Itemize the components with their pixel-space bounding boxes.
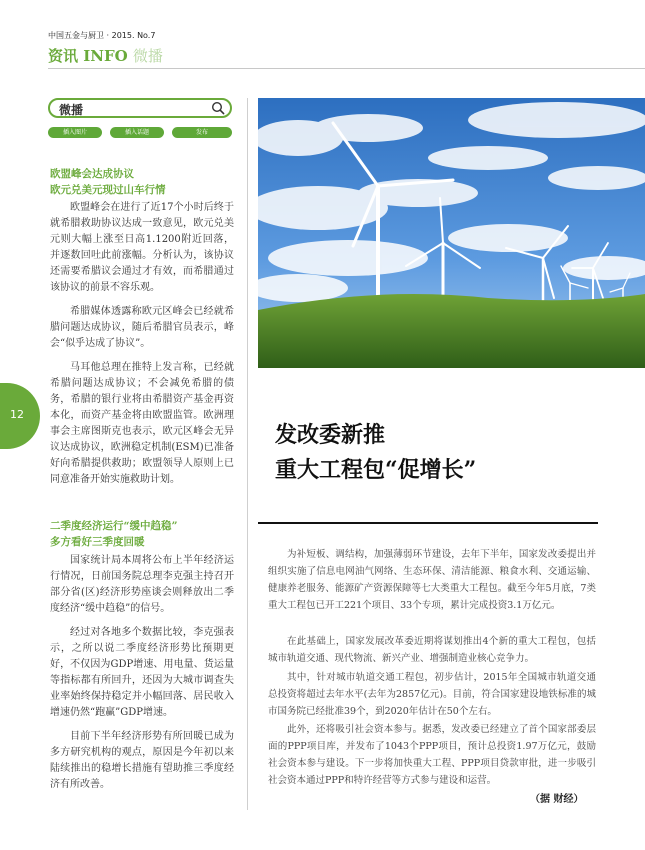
search-box[interactable] (48, 98, 232, 118)
article-1-paragraph: 希腊媒体透露称欧元区峰会已经就希腊问题达成协议，随后希腊官员表示，峰会“似乎达成了协议”。 (50, 306, 234, 349)
wind-turbine-photo (258, 98, 645, 368)
section-sub-label: 微播 (132, 47, 163, 65)
publication-info: 中国五金与厨卫 · 2015. No.7 (48, 31, 156, 40)
article-2-title-line: 二季度经济运行“缓中趋稳” (50, 520, 178, 532)
article-2-paragraph: 经过对各地多个数据比较，李克强表示，之所以说二季度经济形势比预期更好，不仅因为GDP增速、用电量、货运量等指标都有所回升，还因为大城市调查失业率始终保持稳定并小幅回落、居民收入增速仍然“跑赢”GDP增速。 (50, 627, 234, 718)
article-2-paragraph: 国家统计局本周将公布上半年经济运行情况，日前国务院总理李克强主持召开部分省(区)经济形势座谈会则释放出二季度经济“缓中趋稳”的信号。 (50, 555, 234, 614)
column-divider (247, 98, 248, 810)
main-paragraph: 为补短板、调结构，加强薄弱环节建设，去年下半年，国家发改委提出并组织实施了信息电网油气网络、生态环保、清洁能源、粮食水利、交通运输、健康养老服务、能源矿产资源保障等七大类重大工程包。截至今年5月底，7类重大工程包已开工221个项目、33个专项，累计完成投资3.1万亿元。 (268, 549, 596, 611)
main-paragraph: 此外，还将吸引社会资本参与。据悉，发改委已经建立了首个国家部委层面的PPP项目库，并发布了1043个PPP项目，预计总投资1.97万亿元，鼓励社会资本参与建设。下一步将加快重大工程、PPP项目贷款审批，进一步吸引社会资本通过PPP和特许经营等方式参与建设和运营。 (268, 724, 596, 786)
article-1-title-line: 欧元兑美元现过山车行情 (50, 184, 166, 196)
article-1-title-line: 欧盟峰会达成协议 (50, 168, 134, 180)
article-source: （据 财经） (530, 794, 584, 805)
main-paragraph: 在此基础上，国家发展改革委近期将谋划推出4个新的重大工程包，包括城市轨道交通、现代物流、新兴产业、增强制造业核心竞争力。 (268, 636, 596, 664)
section-main-label: 资讯 INFO (48, 47, 128, 65)
headline-divider (258, 522, 598, 524)
search-icon[interactable] (211, 101, 225, 115)
article-1-title (50, 166, 240, 198)
main-headline-line: 发改委新推 (275, 422, 386, 448)
article-2-title (50, 518, 240, 550)
insert-image-button[interactable]: 插入图片 (48, 127, 102, 138)
page-number: 12 (10, 408, 24, 421)
article-1-paragraph: 马耳他总理在推特上发言称，已经就希腊问题达成协议；不会减免希腊的债务，希腊的银行业将由希腊资产基金再资本化，而资产基金将由欧盟监管。欧洲理事会主席图斯克也表示，欧元区峰会无异议达成协议，欧洲稳定机制(ESM)已准备好向希腊提供救助；欧盟领导人原则上已同意准备开始实施救助计划。 (50, 362, 234, 485)
insert-topic-button[interactable]: 插入话题 (110, 127, 164, 138)
section-title (48, 45, 163, 66)
main-headline-line: 重大工程包“促增长” (275, 457, 477, 483)
main-headline (275, 418, 476, 488)
search-label: 微播 (59, 103, 84, 117)
article-1-paragraph: 欧盟峰会在进行了近17个小时后终于就希腊救助协议达成一致意见，欧元兑美元则大幅上涨至日高1.1200附近回落，并逐数回吐此前涨幅。分析认为，该协议还需要希腊议会通过才有效，而希腊通过该协议的前景不容乐观。 (50, 202, 234, 293)
header-divider (48, 68, 645, 69)
article-2-paragraph: 目前下半年经济形势有所回暖已成为多方研究机构的观点，原因是今年初以来陆续推出的稳增长措施有望助推三季度经济有所改善。 (50, 731, 234, 790)
publish-button[interactable]: 发布 (172, 127, 232, 138)
article-2-title-line: 多方看好三季度回暖 (50, 536, 145, 548)
main-paragraph: 其中，针对城市轨道交通工程包，初步估计，2015年全国城市轨道交通总投资将超过去年水平(去年为2857亿元)。目前，符合国家建设地铁标准的城市国务院已经批准39个，到2020年估计在50个左右。 (268, 672, 596, 717)
